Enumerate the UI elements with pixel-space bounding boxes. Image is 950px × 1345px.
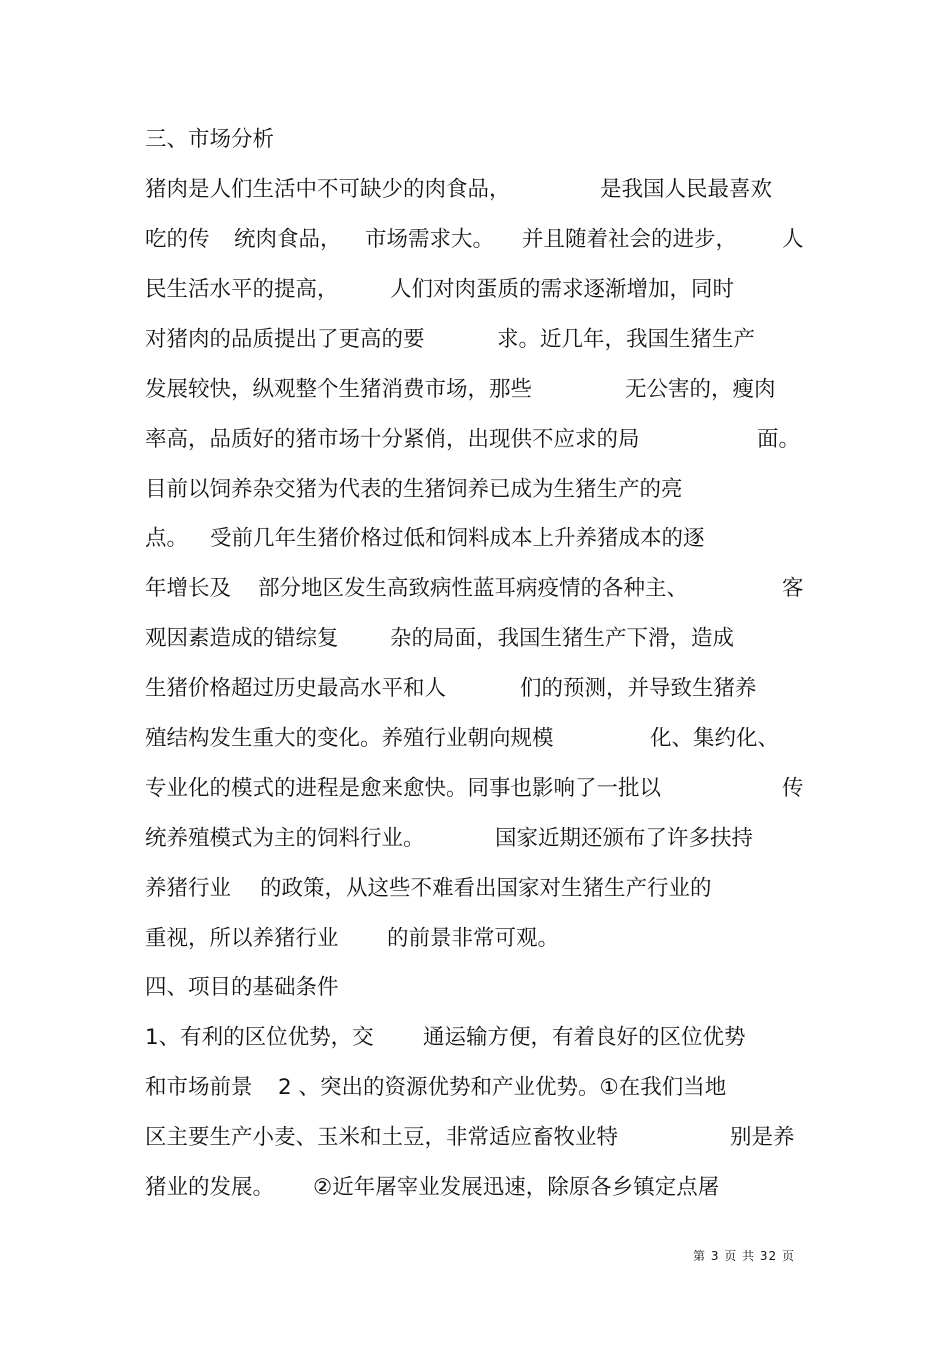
- paragraph-line: [145, 1071, 805, 1105]
- paragraph-line: [145, 1021, 805, 1055]
- text-segment: 的前景非常可观。: [387, 926, 560, 951]
- text-segment: 2 、突出的资源优势和产业优势。①在我们当地: [278, 1075, 727, 1100]
- text-segment: 猪业的发展。: [145, 1175, 275, 1200]
- text-segment: 们的预测，并导致生猪养: [520, 676, 757, 701]
- paragraph-line: [145, 1171, 805, 1205]
- text-segment: 区主要生产小麦、玉米和土豆，非常适应畜牧业特: [145, 1125, 619, 1150]
- text-segment: 养猪行业: [145, 876, 232, 901]
- paragraph-line: [145, 273, 805, 307]
- paragraph-line: [145, 173, 805, 207]
- text-segment: 1、有利的区位优势，交: [145, 1025, 374, 1050]
- text-segment: 部分地区发生高致病性蓝耳病疫情的各种主、: [258, 576, 689, 601]
- text-segment: 是我国人民最喜欢: [600, 177, 773, 202]
- text-segment: 人们对肉蛋质的需求逐渐增加，同时: [390, 277, 735, 302]
- text-segment: 求。近几年，我国生猪生产: [497, 327, 756, 352]
- text-segment: 化、集约化、: [650, 726, 780, 751]
- text-segment: 殖结构发生重大的变化。养殖行业朝向规模: [145, 726, 554, 751]
- text-segment: 市场需求大。: [365, 227, 495, 252]
- text-segment: 四、项目的基础条件: [145, 975, 339, 1000]
- text-segment: 吃的传: [145, 227, 210, 252]
- text-segment: 并且随着社会的进步，: [522, 227, 738, 252]
- text-segment: ②近年屠宰业发展迅速，除原各乡镇定点屠: [313, 1175, 720, 1200]
- text-segment: 生猪价格超过历史最高水平和人: [145, 676, 447, 701]
- paragraph-line: [145, 772, 805, 806]
- text-segment: 点。: [145, 526, 189, 551]
- text-segment: 客: [782, 576, 804, 601]
- text-segment: 发展较快，纵观整个生猪消费市场，那些: [145, 377, 533, 402]
- text-segment: 无公害的，瘦肉: [625, 377, 776, 402]
- paragraph-line: [145, 722, 805, 756]
- text-segment: 的政策，从这些不难看出国家对生猪生产行业的: [260, 876, 712, 901]
- text-segment: 民生活水平的提高，: [145, 277, 339, 302]
- text-segment: 受前几年生猪价格过低和饲料成本上升养猪成本的逐: [210, 526, 705, 551]
- paragraph-line: [145, 672, 805, 706]
- paragraph-line: [145, 323, 805, 357]
- text-segment: 专业化的模式的进程是愈来愈快。同事也影响了一批以: [145, 776, 662, 801]
- paragraph-line: [145, 572, 805, 606]
- paragraph-line: [145, 373, 805, 407]
- text-segment: 年增长及: [145, 576, 232, 601]
- text-segment: 观因素造成的错综复: [145, 626, 339, 651]
- paragraph-line: [145, 423, 805, 457]
- section-heading-project-basis: [145, 971, 805, 1005]
- page-number-footer: 第 3 页 共 32 页: [693, 1249, 795, 1263]
- text-segment: 率高，品质好的猪市场十分紧俏，出现供不应求的局: [145, 427, 640, 452]
- paragraph-line: [145, 622, 805, 656]
- paragraph-line: [145, 922, 805, 956]
- text-segment: 人: [782, 227, 804, 252]
- text-segment: 国家近期还颁布了许多扶持: [495, 826, 754, 851]
- section-heading-market-analysis: [145, 123, 805, 157]
- paragraph-line: [145, 1121, 805, 1155]
- text-segment: 对猪肉的品质提出了更高的要: [145, 327, 425, 352]
- text-segment: 猪肉是人们生活中不可缺少的肉食品，: [145, 177, 511, 202]
- text-segment: 面。: [757, 427, 801, 452]
- paragraph-line: [145, 822, 805, 856]
- text-segment: 统肉食品，: [234, 227, 342, 252]
- text-segment: 杂的局面，我国生猪生产下滑，造成: [390, 626, 735, 651]
- text-segment: 和市场前景: [145, 1075, 253, 1100]
- text-segment: 传: [782, 776, 804, 801]
- paragraph-line: [145, 223, 805, 257]
- text-segment: 目前以饲养杂交猪为代表的生猪饲养已成为生猪生产的亮: [145, 477, 683, 502]
- paragraph-line: [145, 473, 805, 507]
- text-segment: 统养殖模式为主的饲料行业。: [145, 826, 425, 851]
- paragraph-line: [145, 522, 805, 556]
- text-segment: 别是养: [730, 1125, 795, 1150]
- text-segment: 通运输方便，有着良好的区位优势: [423, 1025, 746, 1050]
- paragraph-line: [145, 872, 805, 906]
- text-segment: 三、市场分析: [145, 127, 275, 152]
- text-segment: 重视，所以养猪行业: [145, 926, 339, 951]
